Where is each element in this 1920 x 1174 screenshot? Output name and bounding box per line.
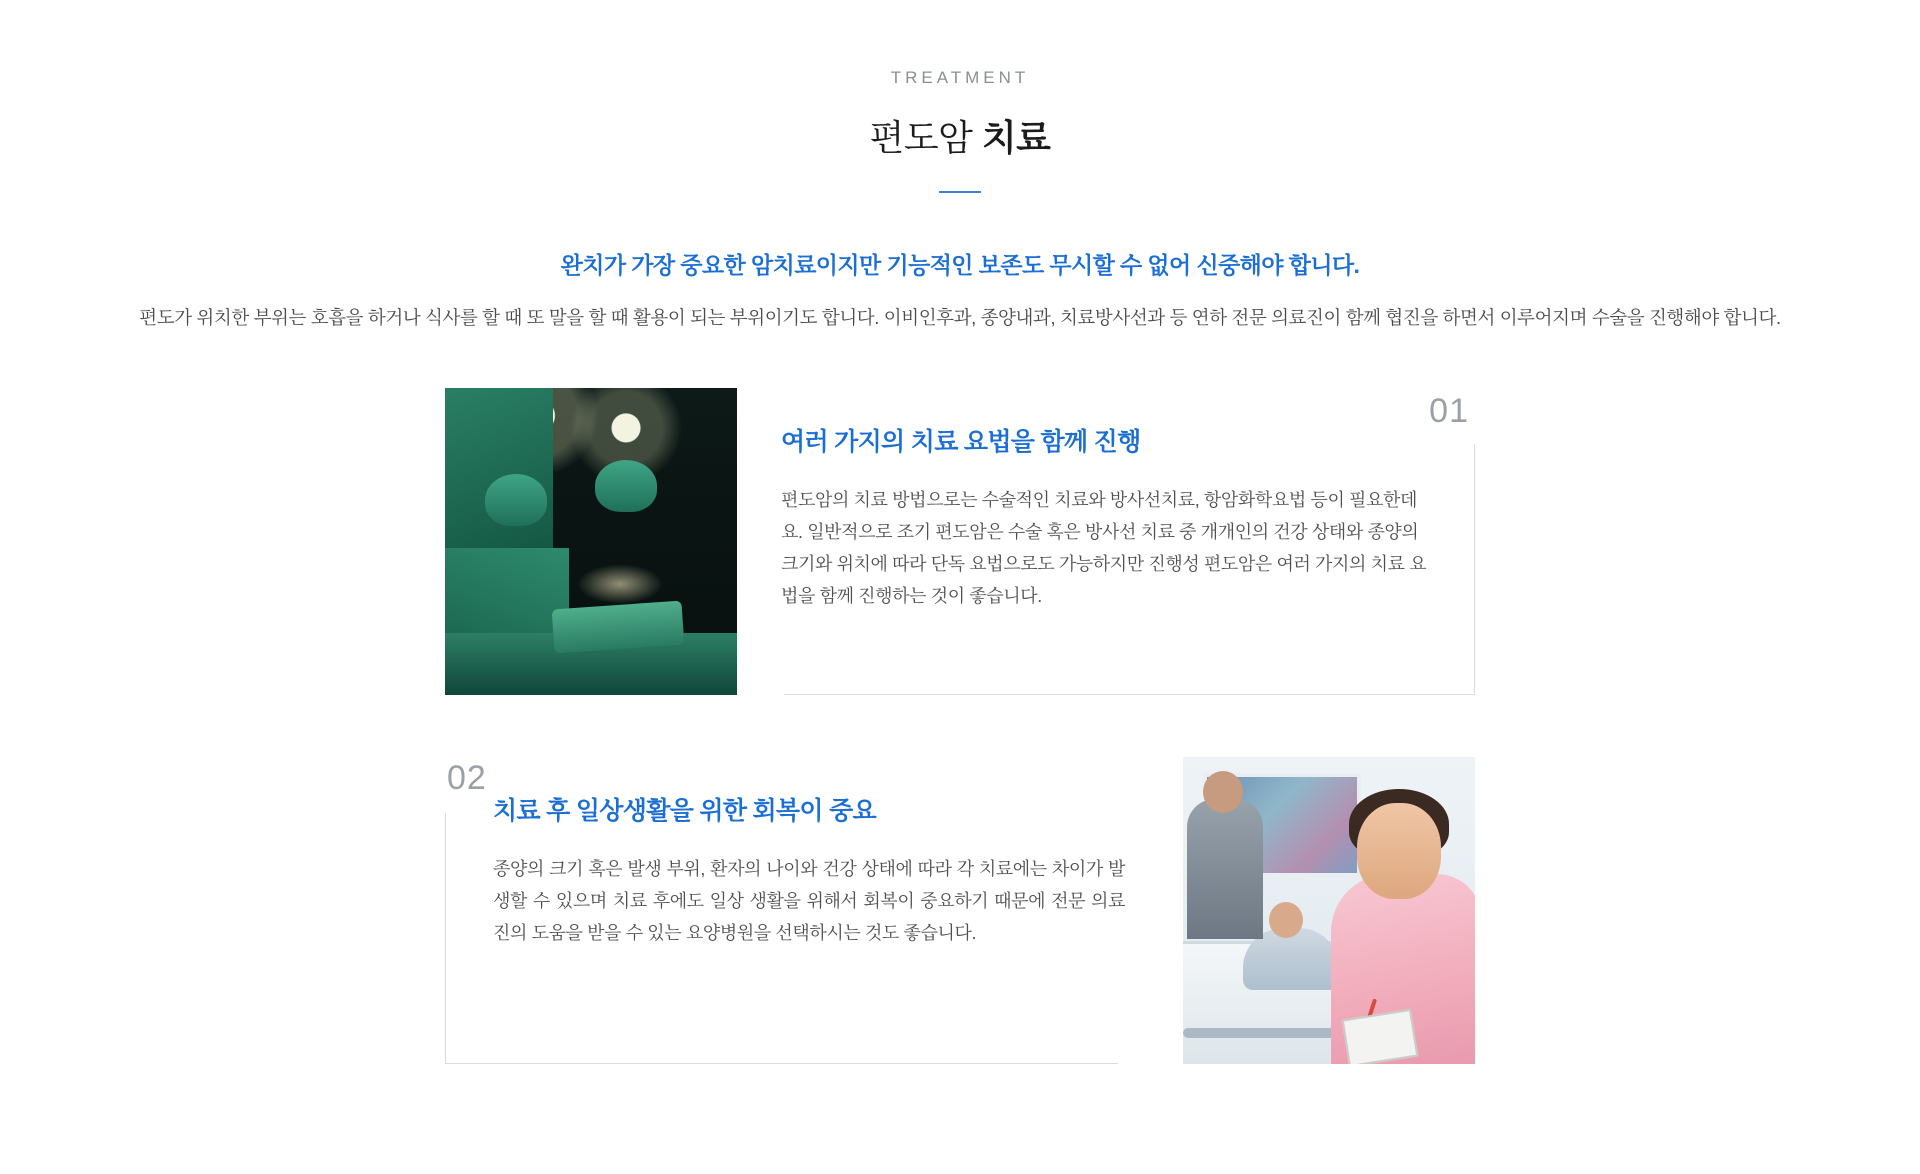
lead-section [0, 247, 1920, 334]
surgery-photo [445, 388, 737, 695]
title-divider [939, 191, 981, 193]
surgical-drape [552, 600, 685, 653]
feature-block-1 [445, 388, 1475, 695]
page-title-light: 편도암 [869, 117, 982, 158]
page-title [0, 110, 1920, 161]
light-glow [577, 564, 663, 604]
section-eyebrow: TREATMENT [890, 68, 1030, 87]
lead-body: 편도가 위치한 부위는 호흡을 하거나 식사를 할 때 또 말을 할 때 활용이 되는 부위이기도 합니다. 이비인후과, 종양내과, 치료방사선과 등 연하 전문 의료진이 함께 협진을 하면서 이루어지며 수술을 진행해야 합니다. [139, 307, 1781, 328]
doctor-figure [1187, 799, 1263, 939]
doctor-head [1203, 771, 1243, 813]
nurse-head [1357, 803, 1441, 899]
page-header [0, 0, 1920, 193]
surgical-cap-left [485, 474, 547, 526]
block-2-card [445, 757, 1183, 1064]
block-1-card [737, 388, 1475, 695]
feature-block-2 [445, 757, 1475, 1064]
patient-head [1269, 902, 1303, 938]
surgical-cap-right [595, 460, 657, 512]
block-1-body: 편도암의 치료 방법으로는 수술적인 치료와 방사선치료, 항암화학요법 등이 필요한데요. 일반적으로 조기 편도암은 수술 혹은 방사선 치료 중 개개인의 건강 상태와 종양의 크기와 위치에 따라 단독 요법으로도 가능하지만 진행성 편도암은 여러 가지의 치료 요법을 함께 진행하는 것이 좋습니다. [781, 489, 1427, 606]
block-1-title: 여러 가지의 치료 요법을 함께 진행 [781, 427, 1141, 456]
block-2-title: 치료 후 일상생활을 위한 회복이 중요 [493, 796, 876, 825]
clipboard-icon [1342, 1009, 1419, 1064]
lead-headline: 완치가 가장 중요한 암치료이지만 기능적인 보존도 무시할 수 없어 신중해야 합니다. [560, 252, 1360, 278]
page-title-bold: 치료 [981, 117, 1051, 158]
block-2-number: 02 [447, 758, 487, 797]
block-1-number: 01 [1429, 391, 1469, 430]
nurse-photo [1183, 757, 1475, 1064]
block-2-body: 종양의 크기 혹은 발생 부위, 환자의 나이와 건강 상태에 따라 각 치료에는 차이가 발생할 수 있으며 치료 후에도 일상 생활을 위해서 회복이 중요하기 때문에 전문 의료진의 도움을 받을 수 있는 요양병원을 선택하시는 것도 좋습니다. [493, 858, 1125, 943]
